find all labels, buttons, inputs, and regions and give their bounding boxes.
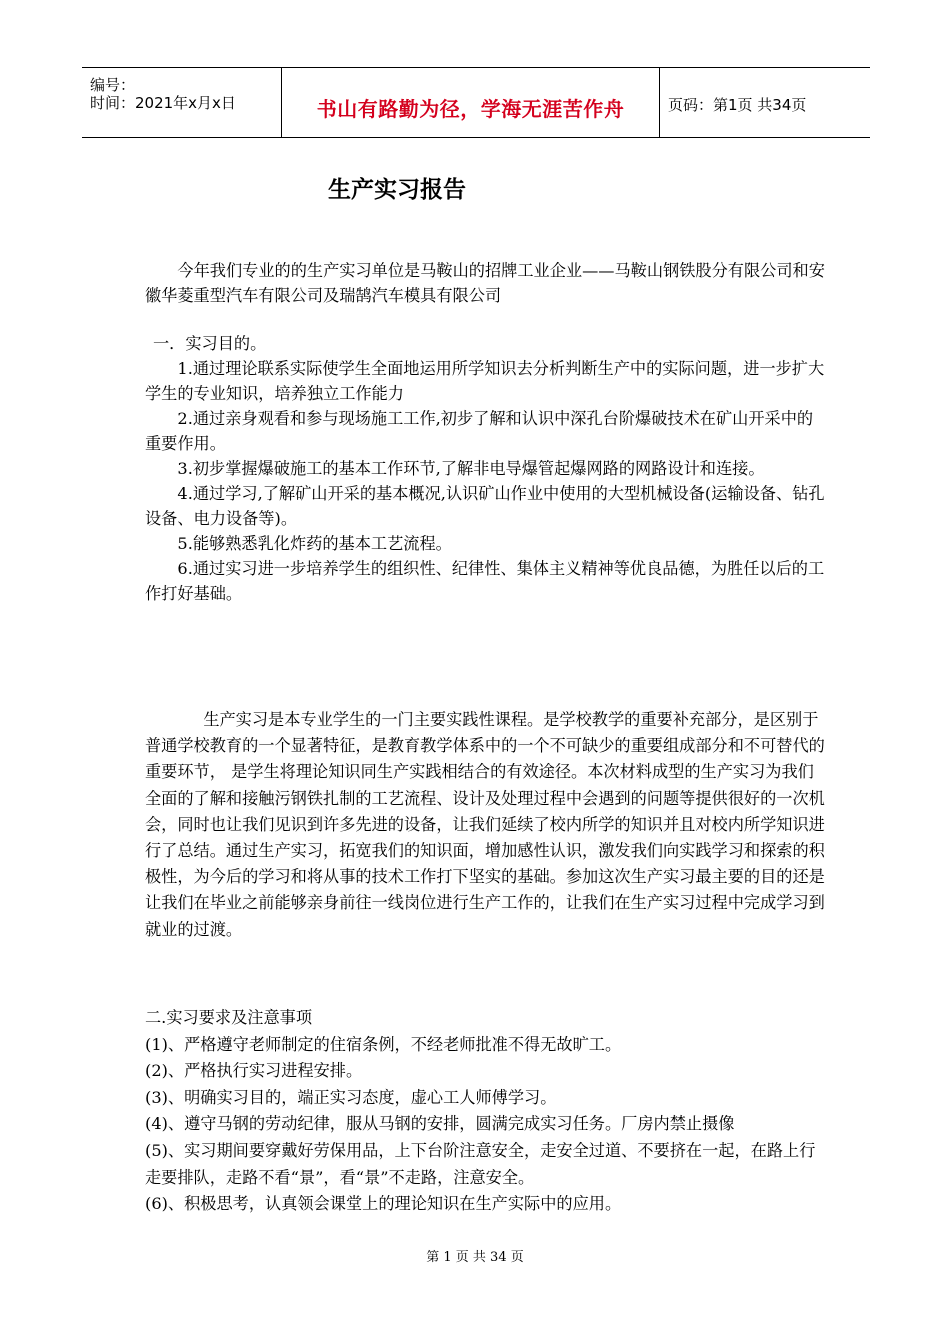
header-meta-cell [82, 68, 282, 137]
list-item: 4.通过学习,了解矿山开采的基本概况,认识矿山作业中使用的大型机械设备(运输设备、钻孔设备、电力设备等)。 [145, 484, 825, 528]
list-item: 1.通过理论联系实际使学生全面地运用所学知识去分析判断生产中的实际问题，进一步扩大学生的专业知识，培养独立工作能力 [145, 359, 825, 403]
list-item: 2.通过亲身观看和参与现场施工工作,初步了解和认识中深孔台阶爆破技术在矿山开采中的重要作用。 [145, 409, 814, 453]
intro-paragraph: 今年我们专业的的生产实习单位是马鞍山的招牌工业企业——马鞍山钢铁股分有限公司和安徽华菱重型汽车有限公司及瑞鹄汽车模具有限公司 [145, 261, 825, 305]
header-table [82, 67, 870, 138]
header-page-cell [660, 68, 870, 137]
motto: 书山有路勤为径，学海无涯苦作舟 [316, 97, 625, 121]
list-item: (4)、遵守马钢的劳动纪律，服从马钢的安排，圆满完成实习任务。厂房内禁止摄像 [145, 1114, 735, 1134]
section-requirements [145, 1005, 825, 1218]
list-item: (3)、明确实习目的，端正实习态度，虚心工人师傅学习。 [145, 1087, 557, 1107]
section-requirements-heading: 二.实习要求及注意事项 [145, 1008, 313, 1027]
date-label: 时间：2021年x月x日 [90, 94, 236, 112]
practice-paragraph-block [145, 707, 825, 943]
list-item: (5)、实习期间要穿戴好劳保用品，上下台阶注意安全，走安全过道、不要挤在一起，在路上行走要排队，走路不看“景”，看“景”不走路，注意安全。 [145, 1140, 816, 1187]
document-title: 生产实习报告 [328, 177, 466, 203]
list-item: 3.初步掌握爆破施工的基本工作环节,了解非电导爆管起爆网路的网路设计和连接。 [177, 459, 765, 478]
intro-paragraph-block [145, 258, 825, 308]
practice-paragraph: 生产实习是本专业学生的一门主要实践性课程。是学校教学的重要补充部分，是区别于普通学校教育的一个显著特征，是教育教学体系中的一个不可缺少的重要组成部分和不可替代的重要环节， 是学生将理论知识同生产实践相结合的有效途径。本次材料成型的生产实习为我们全面的了解和接触污钢铁扎制的工艺流程、设计及处理过程中会遇到的问题等提供很好的一次机会，同时也让我们见识到许多先进的设备，让我们延续了校内所学的知识并且对校内所学知识进行了总结。通过生产实习，拓宽我们的知识面，增加感性认识，激发我们向实践学习和探索的积极性，为今后的学习和将从事的技术工作打下坚实的基础。参加这次生产实习最主要的目的还是让我们在毕业之前能够亲身前往一线岗位进行生产工作的，让我们在生产实习过程中完成学习到就业的过渡。 [145, 710, 825, 939]
list-item: 5.能够熟悉乳化炸药的基本工艺流程。 [177, 534, 452, 553]
list-item: (1)、严格遵守老师制定的住宿条例，不经老师批准不得无故旷工。 [145, 1034, 622, 1054]
list-item: (2)、严格执行实习进程安排。 [145, 1061, 363, 1081]
header-page-label: 页码：第1页 共34页 [668, 96, 807, 114]
number-label: 编号： [90, 76, 136, 94]
section-purpose-heading: 一．实习目的。 [153, 334, 267, 353]
list-item: (6)、积极思考，认真领会课堂上的理论知识在生产实际中的应用。 [145, 1194, 622, 1214]
section-purpose [145, 331, 825, 606]
page-footer: 第 1 页 共 34 页 [426, 1250, 524, 1265]
list-item: 6.通过实习进一步培养学生的组织性、纪律性、集体主义精神等优良品德，为胜任以后的工作打好基础。 [145, 559, 825, 603]
header-motto-cell [282, 68, 660, 137]
